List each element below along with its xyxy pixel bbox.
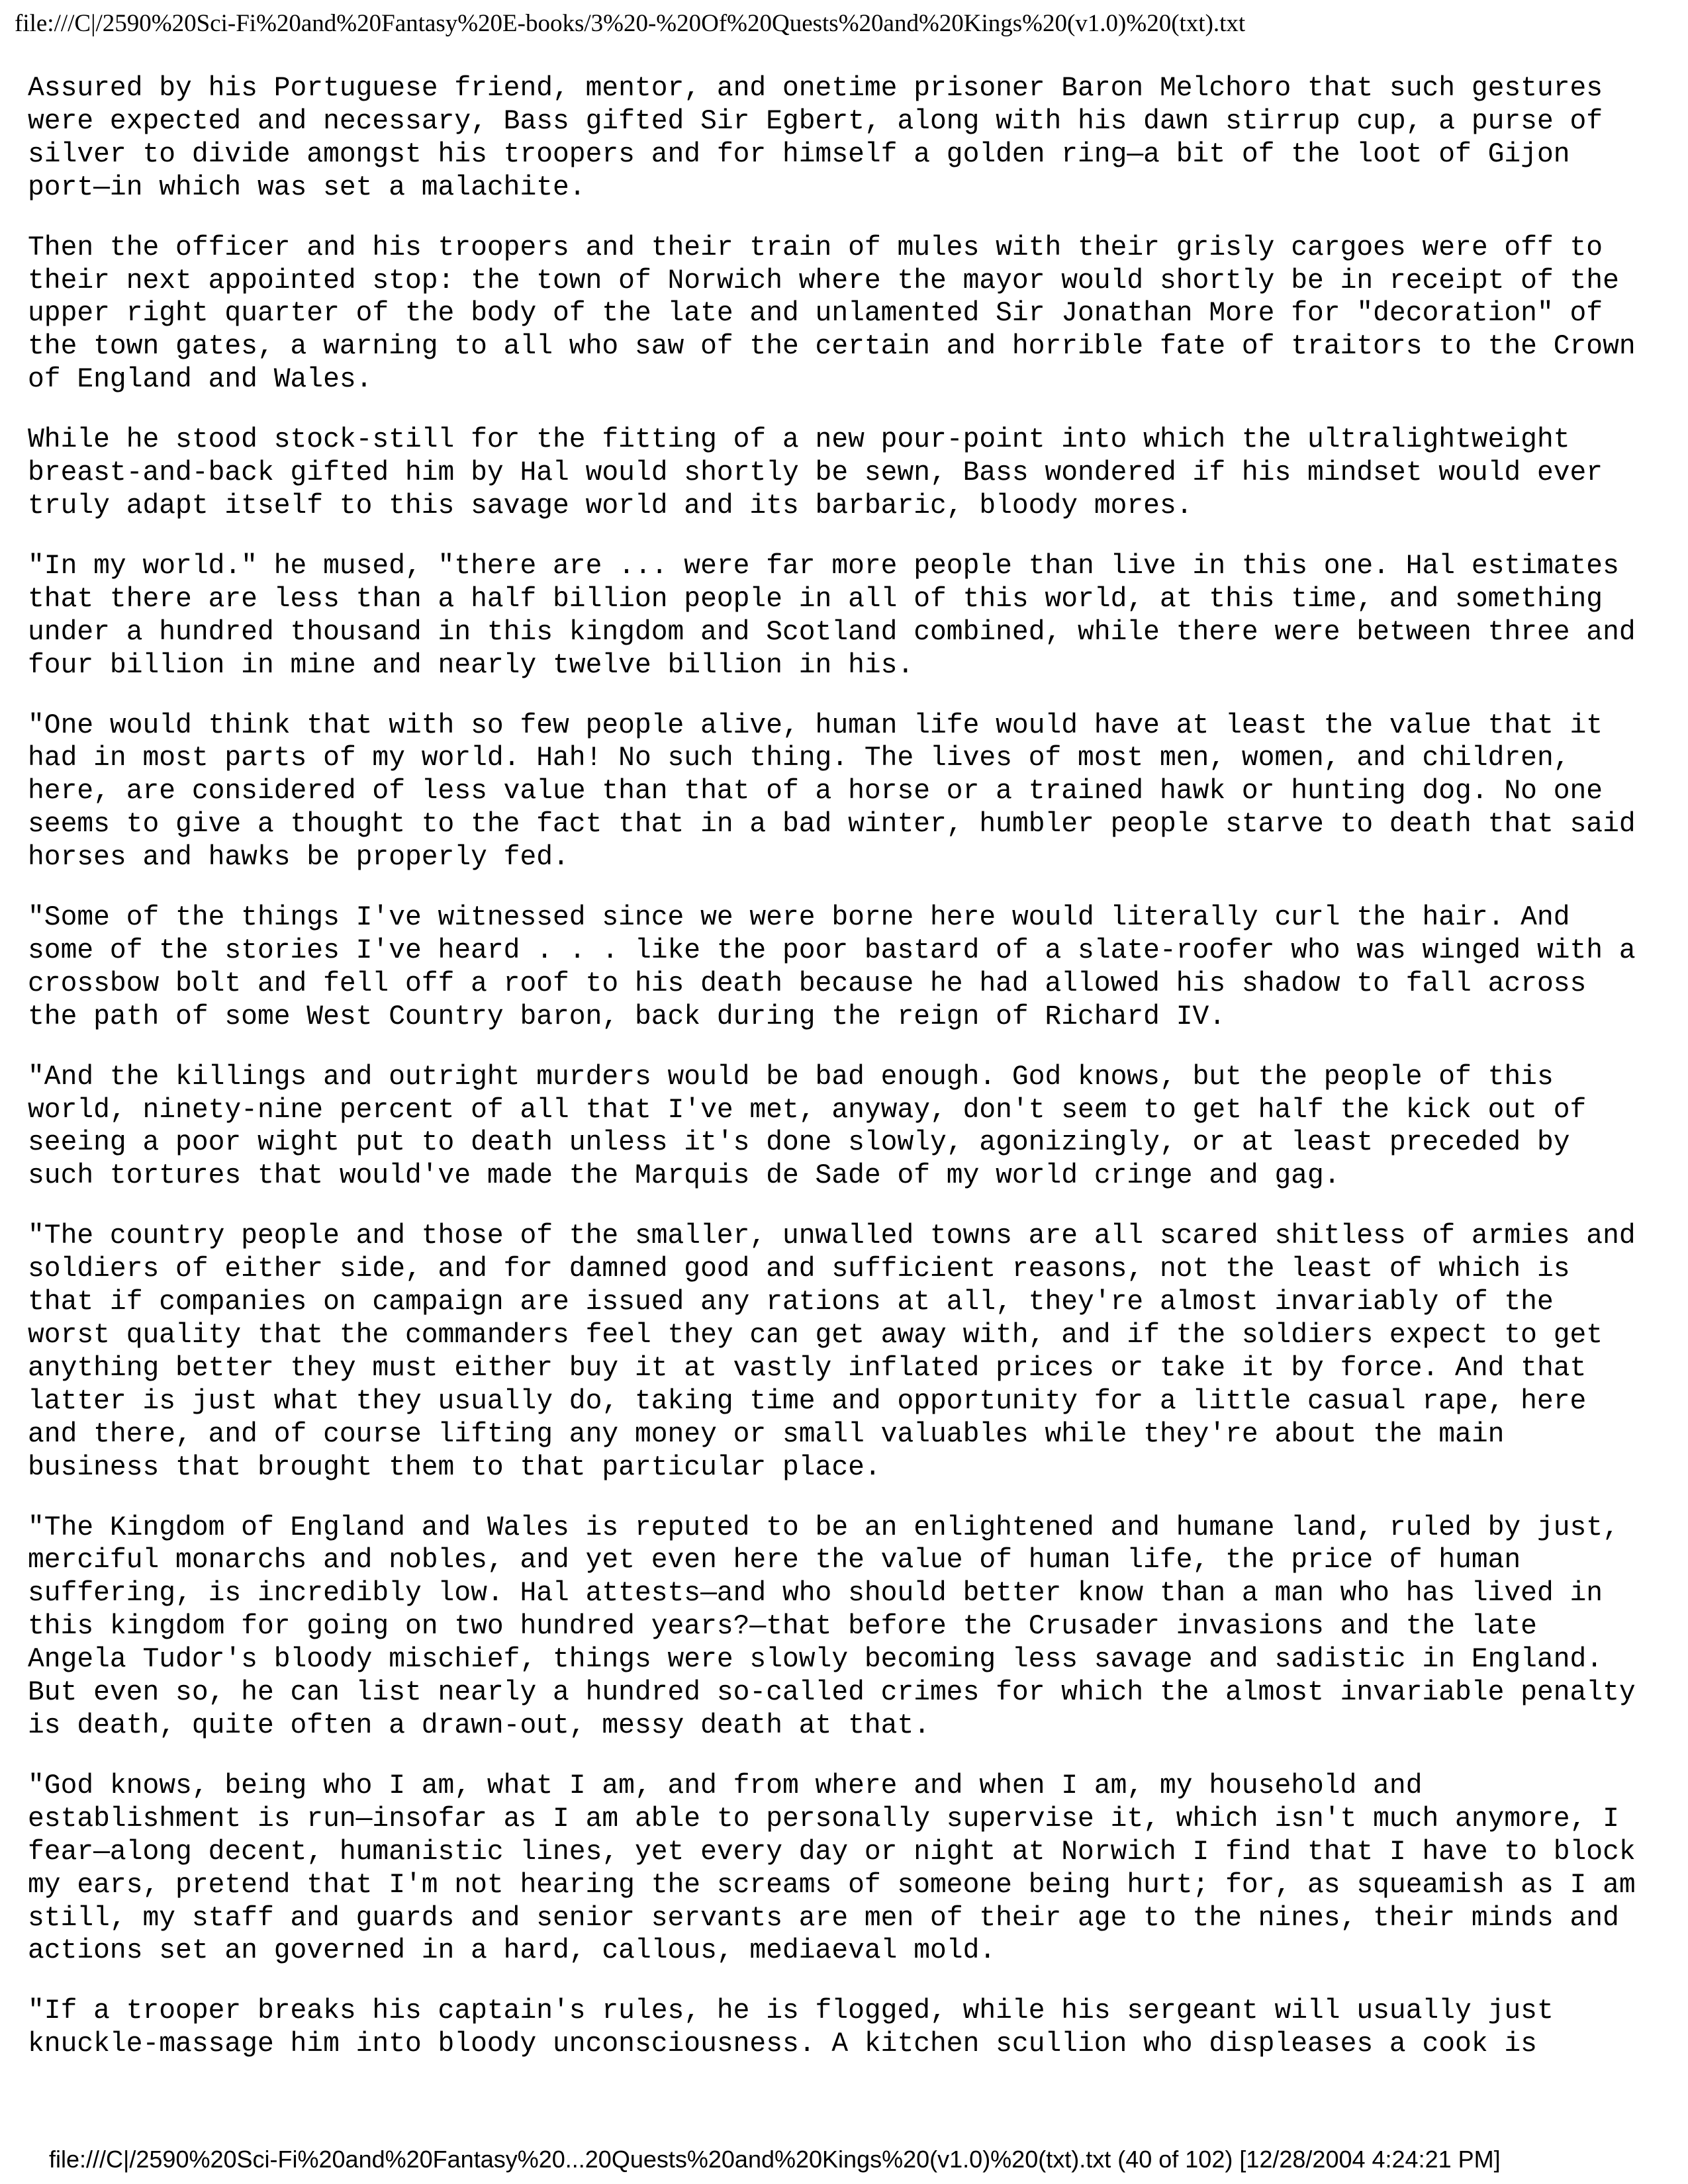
document-body — [28, 73, 1669, 2089]
paragraph: "In my world." he mused, "there are ... were far more people than live in this one. Hal estimates that there are less than a half billion people in all of this world, at this time, and something under a hundred thousand in this kingdom and Scotland combined, while there were between three and four billion in mine and nearly twelve billion in his. — [28, 551, 1636, 681]
paragraph: "One would think that with so few people alive, human life would have at least the value that it had in most parts of my world. Hah! No such thing. The lives of most men, women, and children, here, are considered of less value than that of a horse or a trained hawk or hunting dog. No one seems to give a thought to the fact that in a bad winter, humbler people starve to death that said horses and hawks be properly fed. — [28, 710, 1636, 874]
paragraph: "The Kingdom of England and Wales is reputed to be an enlightened and humane land, ruled by just, merciful monarchs and nobles, and yet even here the value of human life, the price of human suffering, is incredibly low. Hal attests—and who should better know than a man who has lived in this kingdom for going on two hundred years?—that before the Crusader invasions and the late Angela Tudor's bloody mischief, things were slowly becoming less savage and sadistic in England. But even so, he can list nearly a hundred so-called crimes for which the almost invariable penalty is death, quite often a drawn-out, messy death at that. — [28, 1512, 1636, 1741]
page-header-url: file:///C|/2590%20Sci-Fi%20and%20Fantasy%20E-books/3%20-%20Of%20Quests%20and%20Kings%20(v1.0)%20(txt).txt — [15, 10, 1246, 37]
paragraph: "If a trooper breaks his captain's rules, he is flogged, while his sergeant will usually just knuckle-massage him into bloody unconsciousness. A kitchen scullion who displeases a cook is — [28, 1996, 1554, 2060]
page-footer: file:///C|/2590%20Sci-Fi%20and%20Fantasy%20...20Quests%20and%20Kings%20(v1.0)%20(txt).txt (40 of 102) [12/28/2004 4:24:21 PM] — [49, 2146, 1501, 2173]
paragraph: While he stood stock-still for the fitting of a new pour-point into which the ultralightweight breast-and-back gifted him by Hal would shortly be sewn, Bass wondered if his mindset would ever truly adapt itself to this savage world and its barbaric, bloody mores. — [28, 425, 1603, 522]
paragraph: Then the officer and his troopers and their train of mules with their grisly cargoes were off to their next appointed stop: the town of Norwich where the mayor would shortly be in receipt of the upper right quarter of the body of the late and unlamented Sir Jonathan More for "decoration" of the town gates, a warning to all who saw of the certain and horrible fate of traitors to the Crown of England and Wales. — [28, 232, 1636, 396]
paragraph: Assured by his Portuguese friend, mentor, and onetime prisoner Baron Melchoro that such gestures were expected and necessary, Bass gifted Sir Egbert, along with his dawn stirrup cup, a purse of silver to divide amongst his troopers and for himself a golden ring—a bit of the loot of Gijon port—in which was set a malachite. — [28, 73, 1603, 203]
paragraph: "The country people and those of the smaller, unwalled towns are all scared shitless of armies and soldiers of either side, and for damned good and sufficient reasons, not the least of which is that if companies on campaign are issued any rations at all, they're almost invariably of the worst quality that the commanders feel they can get away with, and if the soldiers expect to get anything better they must either buy it at vastly inflated prices or take it by force. And that latter is just what they usually do, taking time and opportunity for a little casual rape, here and there, and of course lifting any money or small valuables while they're about the main business that brought them to that particular place. — [28, 1221, 1636, 1483]
paragraph: "And the killings and outright murders would be bad enough. God knows, but the people of this world, ninety-nine percent of all that I've met, anyway, don't seem to get half the kick out of seeing a poor wight put to death unless it's done slowly, agonizingly, or at least preceded by such tortures that would've made the Marquis de Sade of my world cringe and gag. — [28, 1062, 1587, 1192]
paragraph: "Some of the things I've witnessed since we were borne here would literally curl the hair. And some of the stories I've heard . . . like the poor bastard of a slate-roofer who was winged with a crossbow bolt and fell off a roof to his death because he had allowed his shadow to fall across the path of some West Country baron, back during the reign of Richard IV. — [28, 903, 1636, 1032]
paragraph: "God knows, being who I am, what I am, and from where and when I am, my household and establishment is run—insofar as I am able to personally supervise it, which isn't much anymore, I fear—along decent, humanistic lines, yet every day or night at Norwich I find that I have to block my ears, pretend that I'm not hearing the screams of someone being hurt; for, as squeamish as I am still, my staff and guards and senior servants are men of their age to the nines, their minds and actions set an governed in a hard, callous, mediaeval mold. — [28, 1770, 1636, 1967]
